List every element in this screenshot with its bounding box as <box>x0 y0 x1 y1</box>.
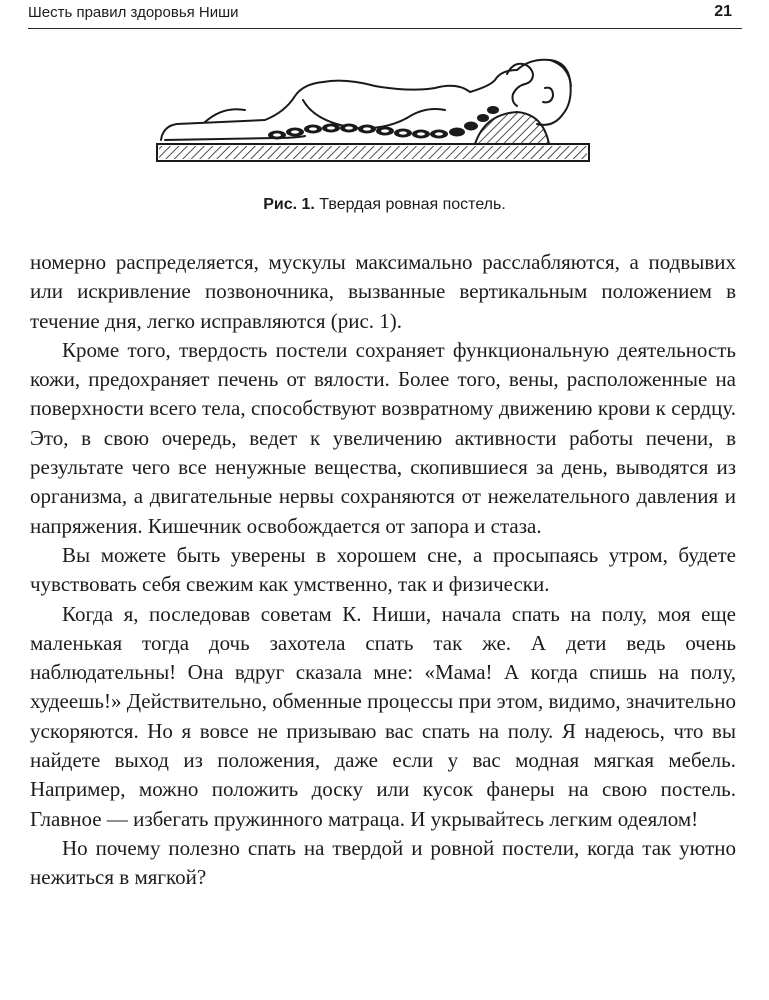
paragraph-continuation: номерно распределяется, мускулы максимально расслабляются, а подвывих или искривление позвоночника, вызванные вертикальным положением в течение дня, легко исправляются (рис. 1). <box>30 250 736 333</box>
running-header-title: Шесть правил здоровья Ниши <box>28 4 239 21</box>
reclining-person-drawing <box>145 52 595 177</box>
running-header <box>28 0 742 29</box>
paragraph: Кроме того, твердость постели сохраняет функциональную деятельность кожи, предохраняет печень от вялости. Более того, вены, расположенные на поверхности всего тела, способствуют возвратному движению крови к сердцу. Это, в свою очередь, ведет к увеличению активности работы печени, в результате чего все ненужные вещества, скопившиеся за день, выводятся из организма, а двигательные нервы сохраняются от нежелательного давления и напряжения. Кишечник освобождается от запора и стаза. <box>30 337 736 538</box>
body-text <box>30 248 736 893</box>
paragraph: Вы можете быть уверены в хорошем сне, а просыпаясь утром, будете чувствовать себя свежим как умственно, так и физически. <box>30 542 736 597</box>
firm-bed-board <box>157 144 589 161</box>
paragraph: Когда я, последовав советам К. Ниши, начала спать на полу, моя еще маленькая тогда дочь захотела спать так же. А дети ведь очень наблюдательны! Она вдруг сказала мне: «Мама! А когда спишь на полу, худеешь!» Действительно, обменные процессы при этом, видимо, значительно ускоряются. Но я вовсе не призываю вас спать на полу. Я надеюсь, что вы найдете выход из положения, даже если у вас модная мягкая мебель. Например, можно положить доску или кусок фанеры на свою постель. Главное — избегать пружинного матраца. И укрывайтесь легким одеялом! <box>30 601 736 831</box>
figure-firm-bed-illustration <box>145 52 595 177</box>
figure-caption-label: Рис. 1. <box>263 196 315 213</box>
spine-vertebrae <box>268 106 499 140</box>
page-number: 21 <box>714 3 732 20</box>
figure-caption <box>0 196 769 214</box>
paragraph: Но почему полезно спать на твердой и ровной постели, когда так уютно нежиться в мягкой? <box>30 835 736 890</box>
figure-caption-text: Твердая ровная постель. <box>319 196 506 213</box>
